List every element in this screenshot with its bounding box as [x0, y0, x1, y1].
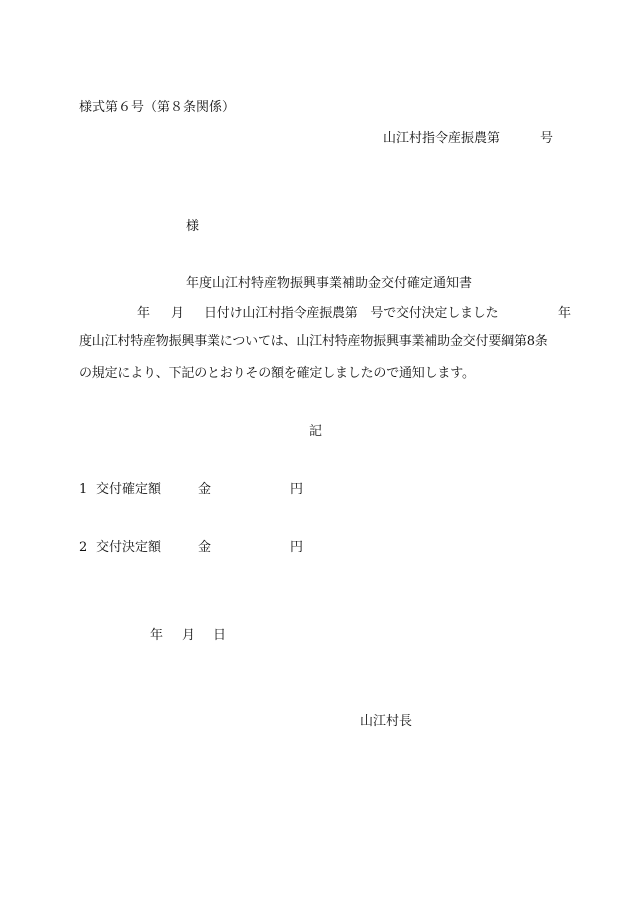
body-line-2: 度山江村特産物振興事業については、山江村特産物振興事業補助金交付要綱第8条	[79, 334, 548, 349]
item-number: 2	[79, 540, 88, 555]
ref-number-prefix: 山江村指令産振農第	[383, 131, 501, 146]
date-year: 年	[150, 628, 164, 643]
item-number: 1	[79, 482, 88, 497]
body-year-label: 年	[137, 306, 151, 321]
body-month-label: 月	[171, 306, 185, 321]
date-month: 月	[182, 628, 196, 643]
item-label: 交付決定額	[96, 540, 162, 555]
item-yen: 円	[290, 540, 304, 555]
addressee-suffix: 様	[186, 219, 200, 234]
form-header: 様式第６号（第８条関係）	[79, 100, 236, 115]
item-label: 交付確定額	[96, 482, 162, 497]
body-line-1-text: 日付け山江村指令産振農第 号で交付決定しました	[204, 306, 499, 321]
date-day: 日	[213, 628, 227, 643]
item-kin: 金	[198, 540, 212, 555]
document-title: 年度山江村特産物振興事業補助金交付確定通知書	[186, 276, 473, 291]
ki-heading: 記	[309, 424, 323, 439]
signatory: 山江村長	[360, 714, 413, 729]
body-year-label-2: 年	[558, 306, 572, 321]
item-yen: 円	[290, 482, 304, 497]
body-line-3: の規定により、下記のとおりその額を確定しましたので通知します。	[79, 366, 475, 381]
item-kin: 金	[198, 482, 212, 497]
ref-number-suffix: 号	[540, 131, 554, 146]
